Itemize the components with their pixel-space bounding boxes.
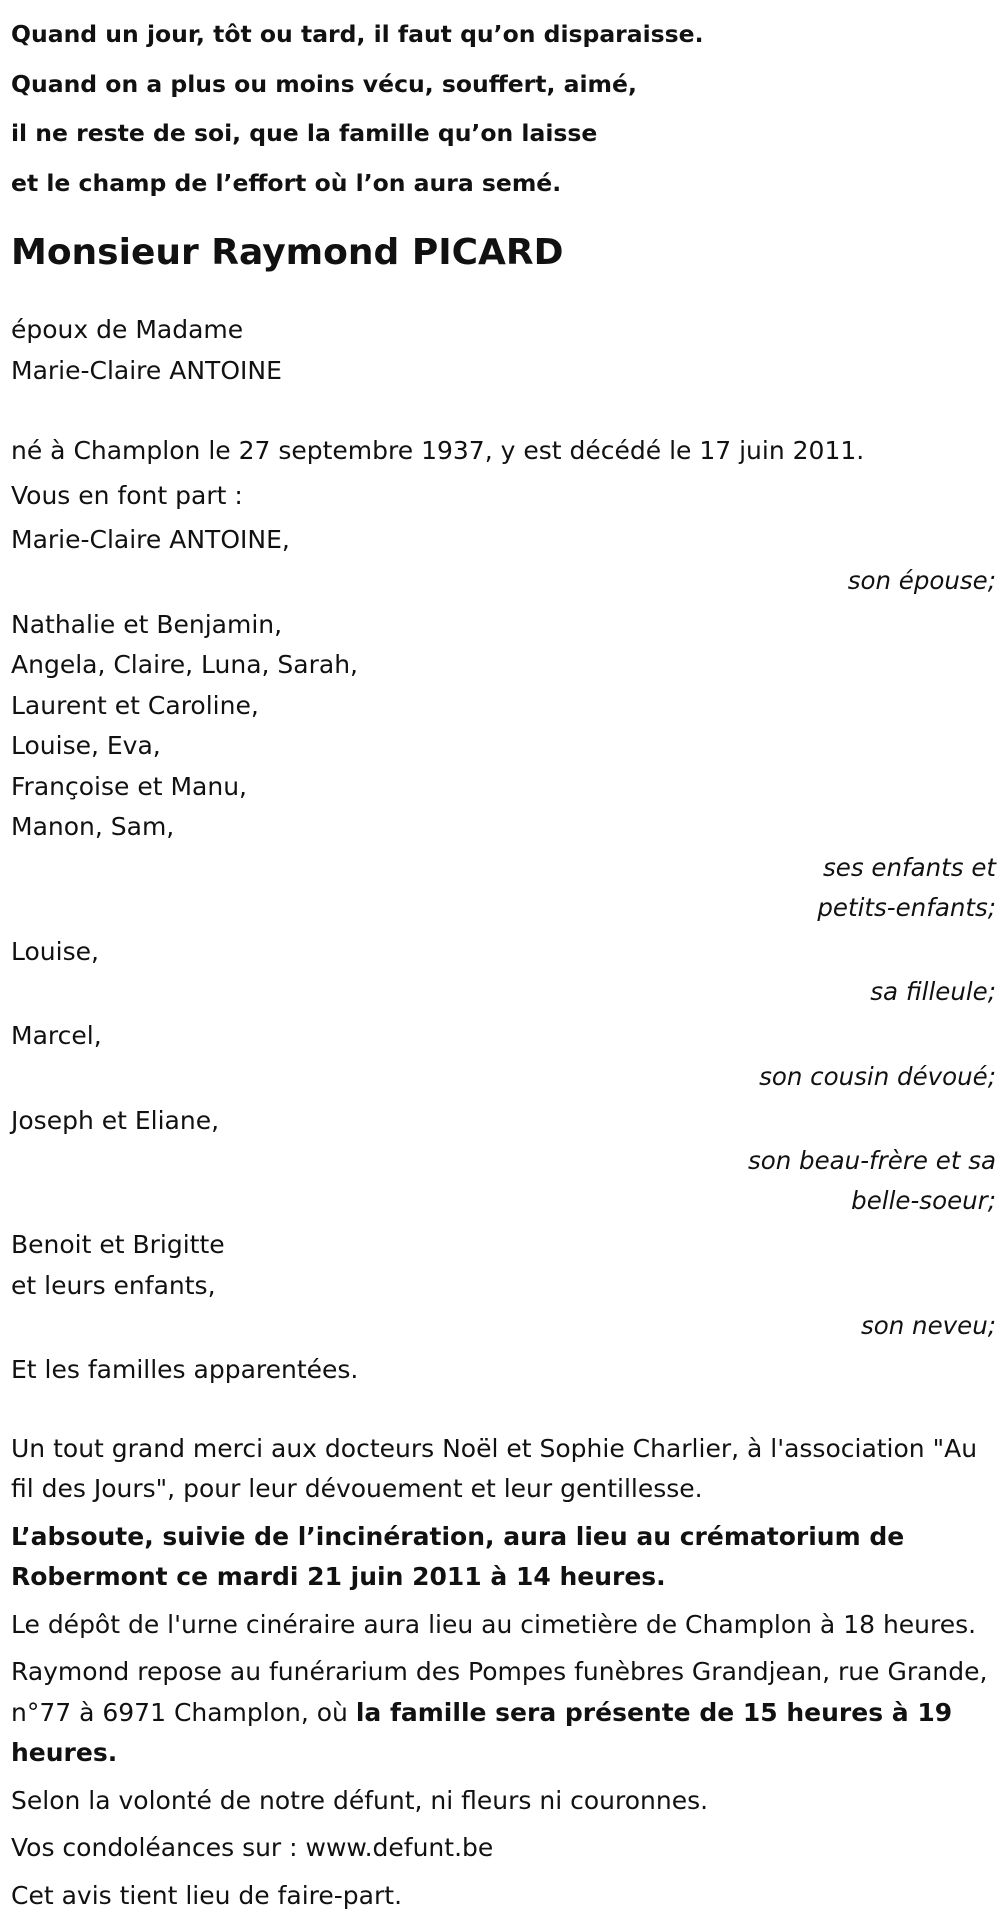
family-group-in-laws [11,1101,998,1222]
spouse-line: époux de Madame [11,310,1000,351]
family-name-line: Benoit et Brigitte [11,1225,998,1266]
relation-line: son beau-frère et sa [11,1141,996,1181]
condolences-paragraph [11,1828,996,1869]
family-relation [11,972,998,1012]
relation-line: son cousin dévoué; [11,1057,996,1097]
ceremony-paragraph: L’absoute, suivie de l’incinération, aura lieu au crématorium de Robermont ce mardi 21 juin 2011 à 14 heures. [11,1517,996,1598]
family-group-goddaughter [11,932,998,1013]
funerarium-paragraph [11,1652,996,1774]
family-relation [11,1141,998,1221]
family-relation [11,1306,998,1346]
relation-line: ses enfants et [11,848,996,888]
family-names [11,1101,998,1142]
family-name-line: et leurs enfants, [11,1266,998,1307]
relation-line: belle-soeur; [11,1181,996,1221]
relation-line: son neveu; [11,1306,996,1346]
family-name-line: Louise, [11,932,998,973]
flowers-paragraph: Selon la volonté de notre défunt, ni fleurs ni couronnes. [11,1781,996,1822]
birth-death-dates: né à Champlon le 27 septembre 1937, y est décédé le 17 juin 2011. [11,431,1000,472]
spouse-line: Marie-Claire ANTOINE [11,351,1000,392]
spouse-info [11,310,1000,391]
urn-paragraph: Le dépôt de l'urne cinéraire aura lieu au cimetière de Champlon à 18 heures. [11,1605,996,1646]
relation-line: son épouse; [11,561,996,601]
condolences-link[interactable]: www.defunt.be [306,1833,494,1862]
family-name-line: Louise, Eva, [11,726,998,767]
family-relation [11,561,998,601]
visiting-hours: la famille sera présente de 15 heures à 19 heures. [11,1698,952,1768]
family-name-line: Marie-Claire ANTOINE, [11,520,998,561]
family-group-nephew [11,1225,998,1346]
family-relation [11,848,998,928]
family-names [11,605,998,848]
thanks-paragraph: Un tout grand merci aux docteurs Noël et Sophie Charlier, à l'association "Au fil des Jours", pour leur dévouement et leur gentillesse. [11,1429,996,1510]
family-names [11,932,998,973]
poem-line: Quand un jour, tôt ou tard, il faut qu’on disparaisse. [11,10,1000,60]
family-name-line: Angela, Claire, Luna, Sarah, [11,645,998,686]
family-names [11,1016,998,1057]
family-names [11,520,998,561]
family-name-line: Laurent et Caroline, [11,686,998,727]
related-families: Et les familles apparentées. [11,1350,1000,1391]
notice-paragraph: Cet avis tient lieu de faire-part. [11,1876,996,1916]
family-relation [11,1057,998,1097]
poem [11,0,1000,208]
deceased-name: Monsieur Raymond PICARD [11,226,1000,280]
poem-line: et le champ de l’effort où l’on aura semé. [11,159,1000,209]
family-group-children [11,605,998,928]
family-name-line: Manon, Sam, [11,807,998,848]
relation-line: sa filleule; [11,972,996,1012]
family-names [11,1225,998,1306]
poem-line: Quand on a plus ou moins vécu, souffert, aimé, [11,60,1000,110]
family-name-line: Nathalie et Benjamin, [11,605,998,646]
family-name-line: Françoise et Manu, [11,767,998,808]
family-group-cousin [11,1016,998,1097]
family-name-line: Marcel, [11,1016,998,1057]
poem-line: il ne reste de soi, que la famille qu’on laisse [11,109,1000,159]
family-name-line: Joseph et Eliane, [11,1101,998,1142]
condolences-label: Vos condoléances sur : [11,1833,306,1862]
funerarium-text: Raymond repose au funérarium des Pompes funèbres Grandjean, rue Grande, n°77 à 6971 Champlon, où [11,1657,987,1727]
relation-line: petits-enfants; [11,888,996,928]
family-group-spouse [11,520,998,601]
announcement-intro: Vous en font part : [11,476,1000,517]
